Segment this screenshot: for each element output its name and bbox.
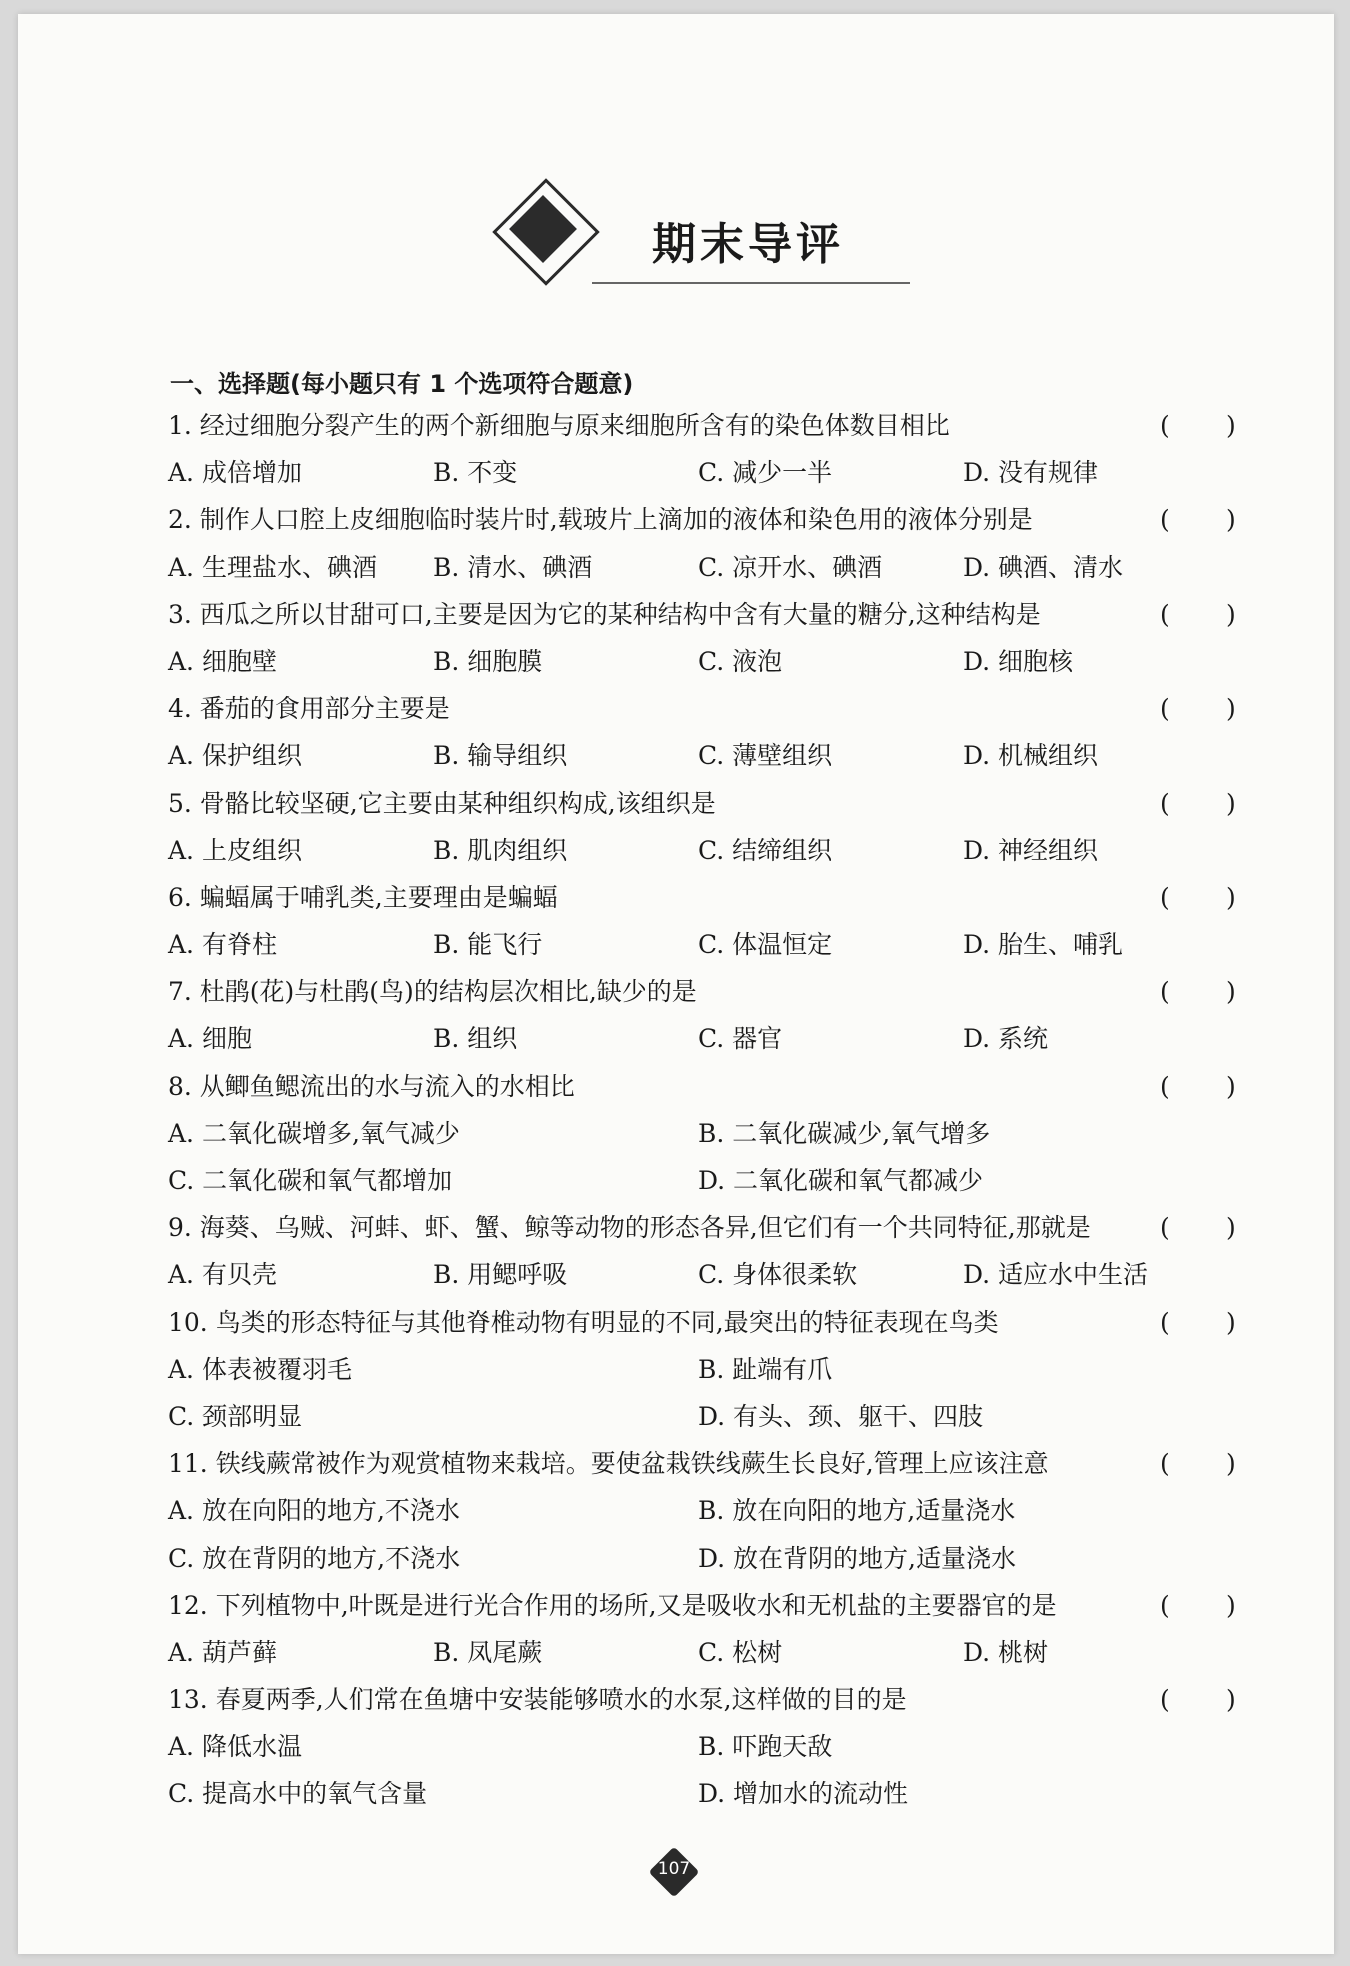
- answer-option: D. 增加水的流动性: [698, 1779, 909, 1809]
- answer-blank-open[interactable]: (: [1160, 411, 1170, 440]
- options-row: [168, 1629, 1238, 1676]
- answer-option: B. 清水、碘酒: [433, 552, 593, 582]
- answer-option: A. 上皮组织: [168, 835, 302, 865]
- question-row: [168, 968, 1238, 1015]
- answer-option: D. 桃树: [963, 1637, 1049, 1667]
- answer-blank-close: ): [1226, 1213, 1236, 1243]
- options-row: [168, 1770, 1238, 1817]
- answer-blank-open[interactable]: (: [1160, 1590, 1170, 1620]
- question-row: [168, 1676, 1238, 1723]
- answer-option: D. 有头、颈、躯干、四肢: [698, 1401, 984, 1431]
- answer-option: A. 放在向阳的地方,不浇水: [168, 1496, 460, 1526]
- answer-blank-close: ): [1226, 1685, 1236, 1715]
- answer-blank-close: ): [1226, 505, 1236, 535]
- answer-option: C. 结缔组织: [698, 835, 833, 865]
- answer-option: B. 二氧化碳减少,氧气增多: [698, 1118, 991, 1148]
- section-heading: 一、选择题(每小题只有 1 个选项符合题意): [170, 370, 634, 398]
- answer-option: B. 用鳃呼吸: [433, 1260, 568, 1290]
- answer-option: D. 神经组织: [963, 835, 1099, 865]
- answer-option: A. 二氧化碳增多,氧气减少: [168, 1118, 460, 1148]
- answer-option: B. 放在向阳的地方,适量浇水: [698, 1496, 1016, 1526]
- answer-option: A. 生理盐水、碘酒: [168, 552, 377, 582]
- question-text: 5. 骨骼比较坚硬,它主要由某种组织构成,该组织是: [168, 788, 716, 818]
- title-underline: [592, 282, 910, 284]
- answer-option: A. 保护组织: [168, 741, 302, 771]
- options-row: [168, 1157, 1238, 1204]
- options-row: [168, 1487, 1238, 1534]
- answer-option: B. 吓跑天敌: [698, 1732, 833, 1762]
- answer-blank-open[interactable]: (: [1160, 788, 1170, 818]
- answer-blank-open[interactable]: (: [1160, 1071, 1170, 1101]
- question-row: [168, 402, 1238, 449]
- options-row: [168, 1110, 1238, 1157]
- answer-option: C. 二氧化碳和氧气都增加: [168, 1166, 453, 1195]
- answer-option: C. 放在背阴的地方,不浇水: [168, 1543, 461, 1573]
- answer-option: A. 细胞: [168, 1024, 252, 1054]
- question-row: [168, 496, 1238, 543]
- answer-blank-open[interactable]: (: [1160, 694, 1170, 724]
- answer-blank-close: ): [1226, 882, 1236, 912]
- answer-option: C. 液泡: [698, 646, 783, 676]
- answer-option: D. 细胞核: [963, 646, 1074, 676]
- answer-blank-close: ): [1226, 599, 1236, 629]
- question-text: 12. 下列植物中,叶既是进行光合作用的场所,又是吸收水和无机盐的主要器官的是: [168, 1590, 1057, 1620]
- options-row: [168, 1393, 1238, 1440]
- answer-option: A. 细胞壁: [168, 646, 277, 676]
- question-row: [168, 1063, 1238, 1110]
- answer-option: A. 降低水温: [168, 1732, 302, 1762]
- answer-blank-open[interactable]: (: [1160, 1449, 1170, 1479]
- question-text: 6. 蝙蝠属于哺乳类,主要理由是蝙蝠: [168, 882, 558, 912]
- answer-option: A. 有脊柱: [168, 930, 277, 960]
- question-list: [168, 402, 1238, 1818]
- answer-option: C. 器官: [698, 1024, 783, 1054]
- answer-blank-open[interactable]: (: [1160, 977, 1170, 1007]
- title-block: [496, 184, 916, 294]
- answer-blank-open[interactable]: (: [1160, 882, 1170, 912]
- question-text: 13. 春夏两季,人们常在鱼塘中安装能够喷水的水泵,这样做的目的是: [168, 1685, 907, 1715]
- answer-option: B. 组织: [433, 1024, 518, 1054]
- answer-blank-open[interactable]: (: [1160, 505, 1170, 535]
- options-row: [168, 638, 1238, 685]
- answer-blank-close: ): [1226, 1071, 1236, 1101]
- answer-option: A. 有贝壳: [168, 1260, 277, 1290]
- answer-option: C. 颈部明显: [168, 1401, 303, 1431]
- question-row: [168, 685, 1238, 732]
- answer-option: A. 体表被覆羽毛: [168, 1354, 352, 1384]
- question-text: 11. 铁线蕨常被作为观赏植物来栽培。要使盆栽铁线蕨生长良好,管理上应该注意: [168, 1449, 1049, 1479]
- answer-option: C. 体温恒定: [698, 930, 833, 960]
- answer-option: B. 趾端有爪: [698, 1354, 833, 1384]
- question-row: [168, 1582, 1238, 1629]
- options-row: [168, 921, 1238, 968]
- answer-option: B. 输导组织: [433, 741, 568, 771]
- page-title: 期末导评: [652, 219, 844, 270]
- answer-blank-close: ): [1226, 411, 1236, 440]
- answer-option: A. 成倍增加: [168, 458, 302, 488]
- options-row: [168, 1723, 1238, 1770]
- question-row: [168, 1440, 1238, 1487]
- answer-blank-open[interactable]: (: [1160, 1685, 1170, 1715]
- answer-option: B. 凤尾蕨: [433, 1637, 543, 1667]
- answer-option: C. 薄壁组织: [698, 741, 833, 771]
- answer-option: B. 细胞膜: [433, 646, 543, 676]
- answer-blank-close: ): [1226, 1307, 1236, 1337]
- question-text: 7. 杜鹃(花)与杜鹃(鸟)的结构层次相比,缺少的是: [168, 977, 697, 1007]
- answer-blank-open[interactable]: (: [1160, 1307, 1170, 1337]
- options-row: [168, 1015, 1238, 1062]
- answer-option: D. 碘酒、清水: [963, 552, 1124, 582]
- answer-option: B. 能飞行: [433, 930, 543, 960]
- answer-option: D. 二氧化碳和氧气都减少: [698, 1166, 984, 1195]
- answer-option: B. 不变: [433, 458, 518, 488]
- answer-option: B. 肌肉组织: [433, 835, 568, 865]
- question-row: [168, 780, 1238, 827]
- answer-blank-close: ): [1226, 977, 1236, 1007]
- answer-option: D. 机械组织: [963, 741, 1099, 771]
- question-text: 3. 西瓜之所以甘甜可口,主要是因为它的某种结构中含有大量的糖分,这种结构是: [168, 599, 1041, 629]
- options-row: [168, 1535, 1238, 1582]
- answer-option: C. 身体很柔软: [698, 1260, 858, 1290]
- options-row: [168, 732, 1238, 779]
- answer-blank-open[interactable]: (: [1160, 599, 1170, 629]
- answer-option: C. 凉开水、碘酒: [698, 552, 883, 582]
- options-row: [168, 827, 1238, 874]
- question-row: [168, 1299, 1238, 1346]
- answer-option: D. 系统: [963, 1024, 1049, 1054]
- answer-blank-close: ): [1226, 694, 1236, 724]
- options-row: [168, 544, 1238, 591]
- question-row: [168, 1204, 1238, 1251]
- answer-option: D. 胎生、哺乳: [963, 930, 1124, 960]
- question-row: [168, 591, 1238, 638]
- question-text: 10. 鸟类的形态特征与其他脊椎动物有明显的不同,最突出的特征表现在鸟类: [168, 1307, 999, 1337]
- question-text: 1. 经过细胞分裂产生的两个新细胞与原来细胞所含有的染色体数目相比: [168, 411, 950, 440]
- answer-blank-close: ): [1226, 788, 1236, 818]
- answer-option: C. 减少一半: [698, 458, 833, 488]
- answer-option: C. 提高水中的氧气含量: [168, 1779, 428, 1809]
- answer-blank-close: ): [1226, 1590, 1236, 1620]
- options-row: [168, 1346, 1238, 1393]
- answer-option: A. 葫芦藓: [168, 1637, 277, 1667]
- answer-option: C. 松树: [698, 1637, 783, 1667]
- question-row: [168, 874, 1238, 921]
- page-number-badge: [648, 1846, 700, 1898]
- answer-option: D. 放在背阴的地方,适量浇水: [698, 1543, 1016, 1573]
- answer-blank-open[interactable]: (: [1160, 1213, 1170, 1243]
- question-text: 2. 制作人口腔上皮细胞临时装片时,载玻片上滴加的液体和染色用的液体分别是: [168, 505, 1033, 535]
- worksheet-page: [18, 14, 1334, 1954]
- question-text: 4. 番茄的食用部分主要是: [168, 694, 450, 724]
- options-row: [168, 1251, 1238, 1298]
- answer-option: D. 没有规律: [963, 458, 1099, 488]
- answer-blank-close: ): [1226, 1449, 1236, 1479]
- page-number: 107: [657, 1859, 691, 1879]
- answer-option: D. 适应水中生活: [963, 1260, 1149, 1290]
- options-row: [168, 449, 1238, 496]
- question-text: 9. 海葵、乌贼、河蚌、虾、蟹、鲸等动物的形态各异,但它们有一个共同特征,那就是: [168, 1213, 1091, 1243]
- question-text: 8. 从鲫鱼鳃流出的水与流入的水相比: [168, 1071, 575, 1101]
